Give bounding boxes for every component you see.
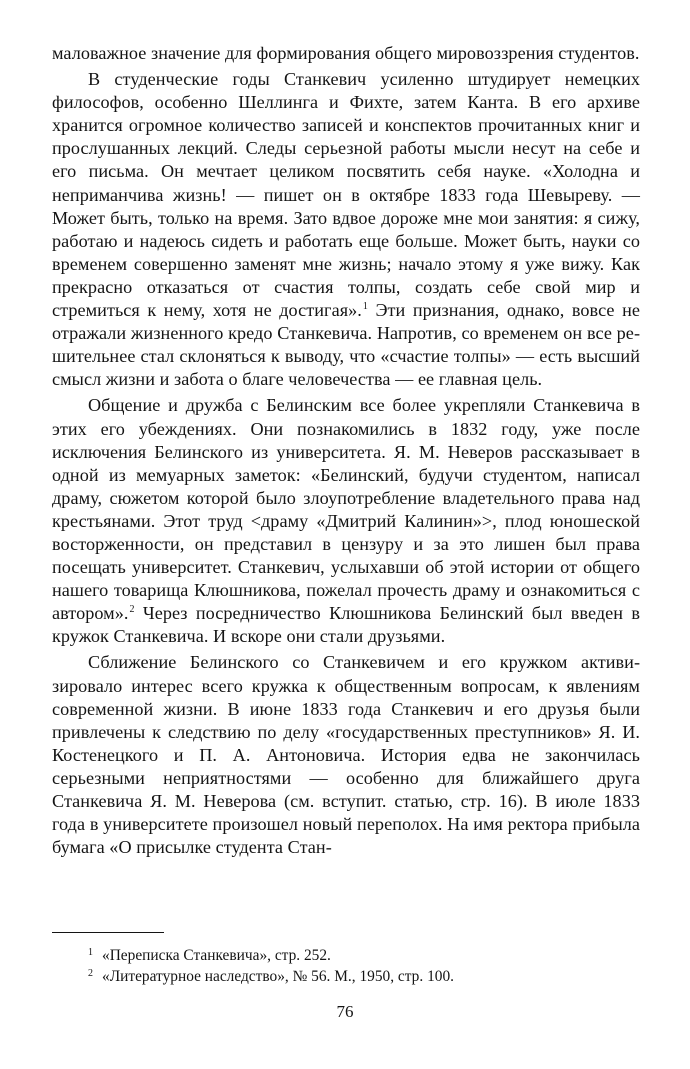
paragraph-text: В студенческие годы Станкевич усиленно штудирует немецких философов, особенно Шеллинга и Фихте, затем Канта. В его архиве хранится огромное количество записей и конспектов прочитанных книг и прослушанных лекций. Следы серьезной работы мысли несут на себе и его письма. Он мечтает целиком посвятить себя науке. «Холодна и неприманчива жизнь! — пишет он в октябре 1833 года Шевыреву. — Может быть, только на время. Зато вдвое дороже мне мои занятия: я сижу, работаю и надеюсь сидеть и работать еще больше. Может быть, науки со временем совершенно заменят мне жизнь; начало этому я уже вижу. Как прекрасно отказаться от счастия толпы, создать себе свой мир и стремиться к нему, хотя не достигая». <box>52 69 640 321</box>
footnote-item <box>52 945 640 966</box>
page-number: 76 <box>336 1002 354 1021</box>
paragraph-text: Через посредничество Клюшникова Белинский был введен в кружок Станкевича. И вскоре они стали друзьями. <box>52 603 640 647</box>
footnote-text: «Литературное наследство», № 56. М., 1950, стр. 100. <box>102 968 455 985</box>
paragraph-stankevich-studies <box>52 68 640 391</box>
paragraph-continuation: маловажное значение для формирования общего мировоззрения студентов. <box>52 43 640 63</box>
footnotes <box>52 945 640 987</box>
footnote-text: «Переписка Станкевича», стр. 252. <box>102 947 331 964</box>
main-text <box>52 42 640 859</box>
footnote-item <box>52 966 640 987</box>
footnote-reference[interactable]: 1 <box>362 301 368 313</box>
footnote-divider <box>52 932 164 933</box>
paragraph-text: Общение и дружба с Белинским все более укрепляли Станкевича в этих его убеждениях. Они познакомились в 1832 году, уже после исключения Белинского из университета. Я. М. Неверов рассказывает в одной из мемуарных заметок: «Белинский, будучи студентом, написал драму, сюжетом которой было злоупотребление владетельного права над крестьянами. Этот труд <драму «Дмитрий Калинин»>, плод юношеской восторженности, он представил в цензуру и за это лишен был права посещать университет. Станкевич, услыхавши об этой истории от общего нашего товарища Клюшникова, пожелал прочесть драму и ознакомиться с автором». <box>52 395 640 624</box>
paragraph-belinsky-friendship <box>52 394 640 648</box>
paragraph-circle-activity: Сближение Белинского со Станкевичем и его кружком активизировало интерес всего кружка к общественным вопросам, к явлениям современной жизни. В июне 1833 года Станкевич и его друзья были привлечены к следствию по делу «государственных преступников» Я. И. Костенецкого и П. А. Антоновича. История едва не закончилась серьезными неприятностями — особенно для ближайшего друга Станкевича Я. М. Неверова (см. вступит. статью, стр. 16). В июле 1833 года в университете произошел новый переполох. На имя ректора прибыла бумага «О присылке студента Стан- <box>52 652 640 858</box>
footnote-number: 2 <box>88 968 93 979</box>
footnote-reference[interactable]: 2 <box>129 604 135 616</box>
footnote-number: 1 <box>88 947 93 958</box>
paragraph-text: Эти признания, однако, вовсе не отражали жизненного кредо Станкевича. Напротив, со временем он все решительнее стал склоняться к выводу, что «счастие толпы» — есть высший смысл жизни и забота о благе человечества — ее главная цель. <box>52 300 640 390</box>
